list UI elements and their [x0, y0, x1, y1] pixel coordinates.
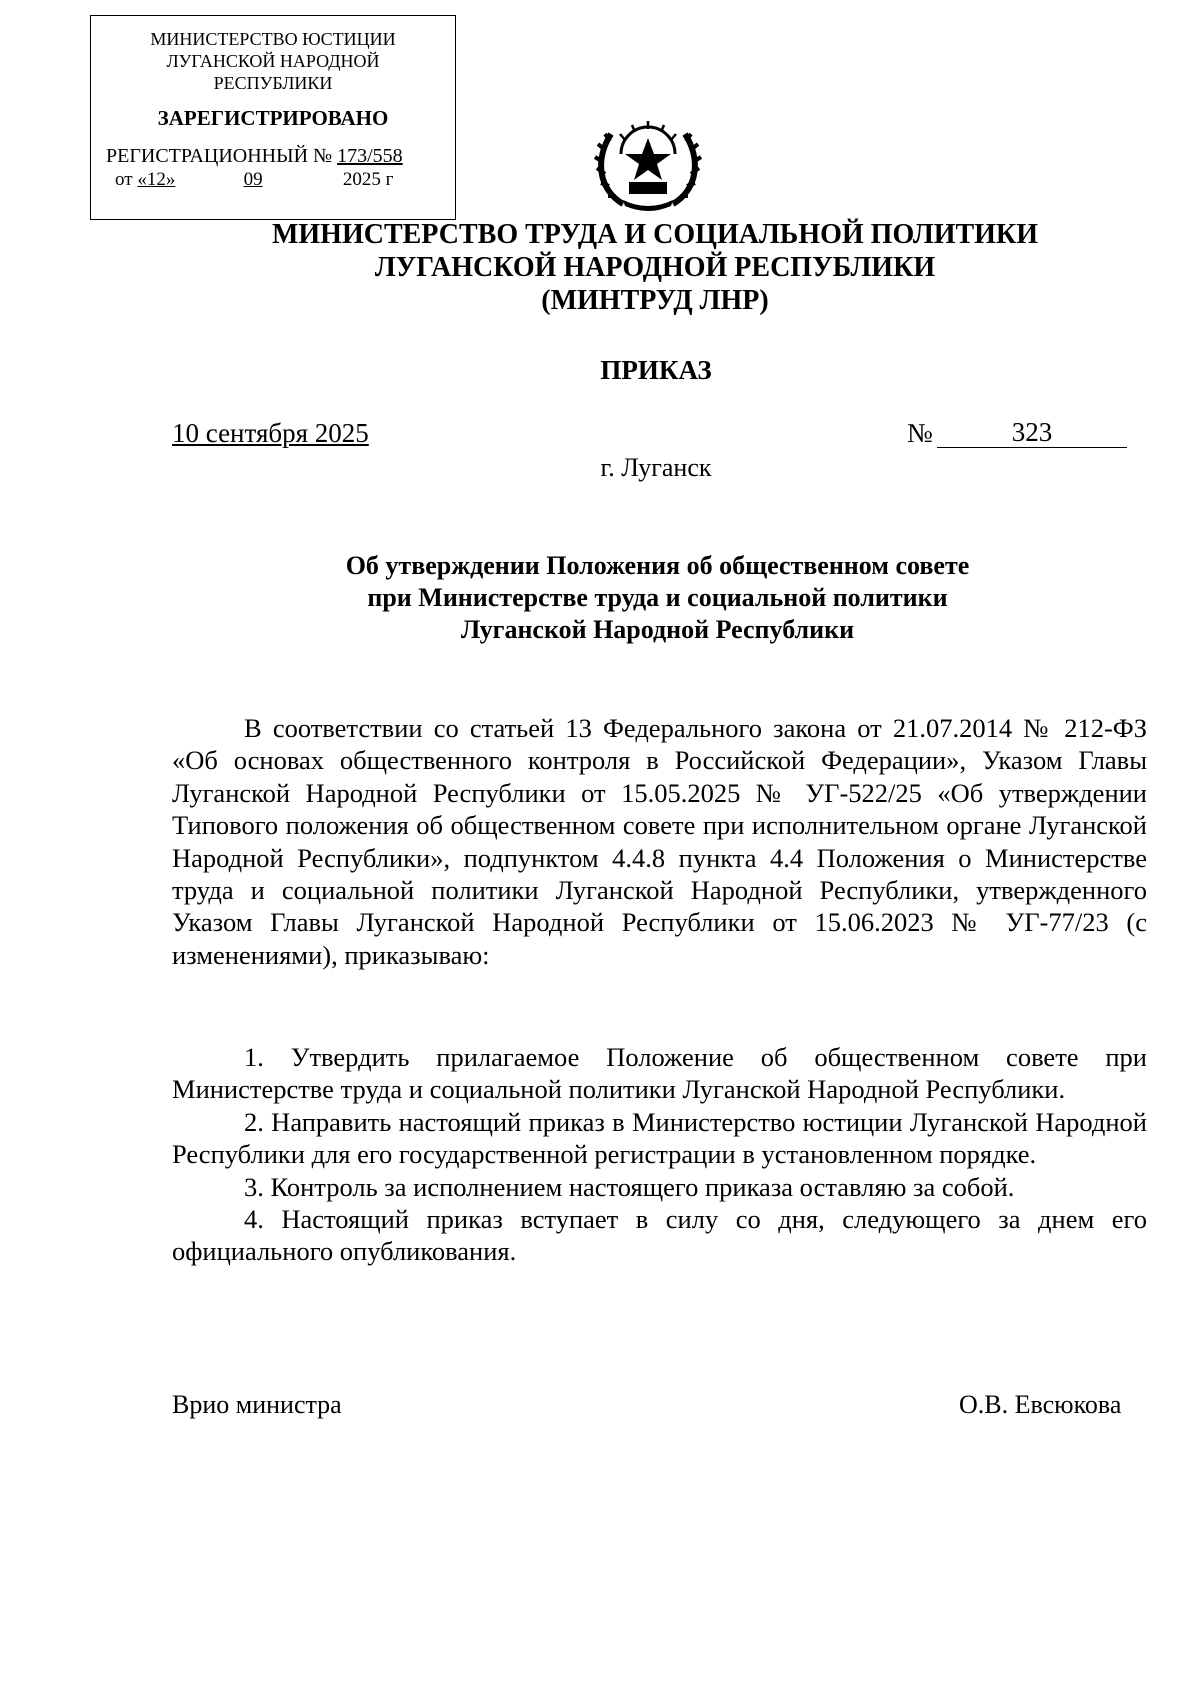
stamp-date-prefix: от: [115, 169, 133, 190]
header-line: (МИНТРУД ЛНР): [541, 285, 769, 316]
stamp-date-year: 2025 г: [342, 169, 394, 190]
stamp-reg-number: 173/558: [337, 145, 403, 167]
order-item: 4. Настоящий приказ вступает в силу со дня, следующего за днем его официального опубликования.: [172, 1204, 1147, 1267]
title-line: Луганской Народной Республики: [460, 615, 855, 644]
preamble-text: В соответствии со статьей 13 Федерального закона от 21.07.2014 № 212-ФЗ «Об основах общественного контроля в Российской Федерации», Указом Главы Луганской Народной Республики от 15.05.2025 № УГ-522/25 «Об утверждении Типового положения об общественном совете при исполнительном органе Луганской Народной Республики», подпунктом 4.4.8 пункта 4.4 Положения о Министерстве труда и социальной политики Луганской Народной Республики, утвержденного Указом Главы Луганской Народной Республики от 15.06.2023 № УГ-77/23 (с изменениями), приказываю:: [172, 713, 1147, 970]
stamp-date-line: [91, 169, 455, 191]
stamp-ministry: [91, 28, 455, 94]
preamble: [172, 712, 1147, 971]
registration-stamp: [90, 15, 456, 220]
stamp-date-month: 09: [243, 169, 263, 190]
stamp-ministry-line: ЛУГАНСКОЙ НАРОДНОЙ: [166, 51, 380, 71]
order-item: 1. Утвердить прилагаемое Положение об общественном совете при Министерстве труда и социальной политики Луганской Народной Республики.: [172, 1042, 1147, 1105]
order-number: 323: [937, 418, 1127, 448]
order-number-label: №: [907, 418, 933, 448]
stamp-registered: ЗАРЕГИСТРИРОВАНО: [157, 106, 389, 130]
stamp-reg-label: РЕГИСТРАЦИОННЫЙ №: [106, 145, 333, 167]
lpr-coat-of-arms-icon: [593, 114, 703, 214]
header-line: ЛУГАНСКОЙ НАРОДНОЙ РЕСПУБЛИКИ: [374, 252, 936, 283]
order-title: [0, 550, 1200, 646]
order-items: [172, 1041, 1147, 1268]
title-line: при Министерстве труда и социальной политики: [367, 583, 948, 612]
stamp-registration-number-line: [91, 145, 455, 168]
order-item: 2. Направить настоящий приказ в Министерство юстиции Луганской Народной Республики для его государственной регистрации в установленном порядке.: [172, 1106, 1147, 1170]
signatory-name: О.В. Евсюкова: [959, 1390, 1122, 1419]
ministry-header: [0, 218, 1200, 317]
header-line: МИНИСТЕРСТВО ТРУДА И СОЦИАЛЬНОЙ ПОЛИТИКИ: [271, 219, 1039, 250]
title-line: Об утверждении Положения об общественном совете: [345, 551, 970, 580]
stamp-date-day: «12»: [137, 169, 176, 190]
order-date: 10 сентября 2025: [172, 418, 369, 448]
signatory-role: Врио министра: [172, 1390, 342, 1419]
stamp-ministry-line: МИНИСТЕРСТВО ЮСТИЦИИ: [150, 29, 396, 49]
stamp-ministry-line: РЕСПУБЛИКИ: [213, 73, 333, 93]
document-type: ПРИКАЗ: [600, 355, 712, 385]
order-city: г. Луганск: [600, 453, 712, 482]
order-item: 3. Контроль за исполнением настоящего приказа оставляю за собой.: [244, 1171, 1015, 1202]
